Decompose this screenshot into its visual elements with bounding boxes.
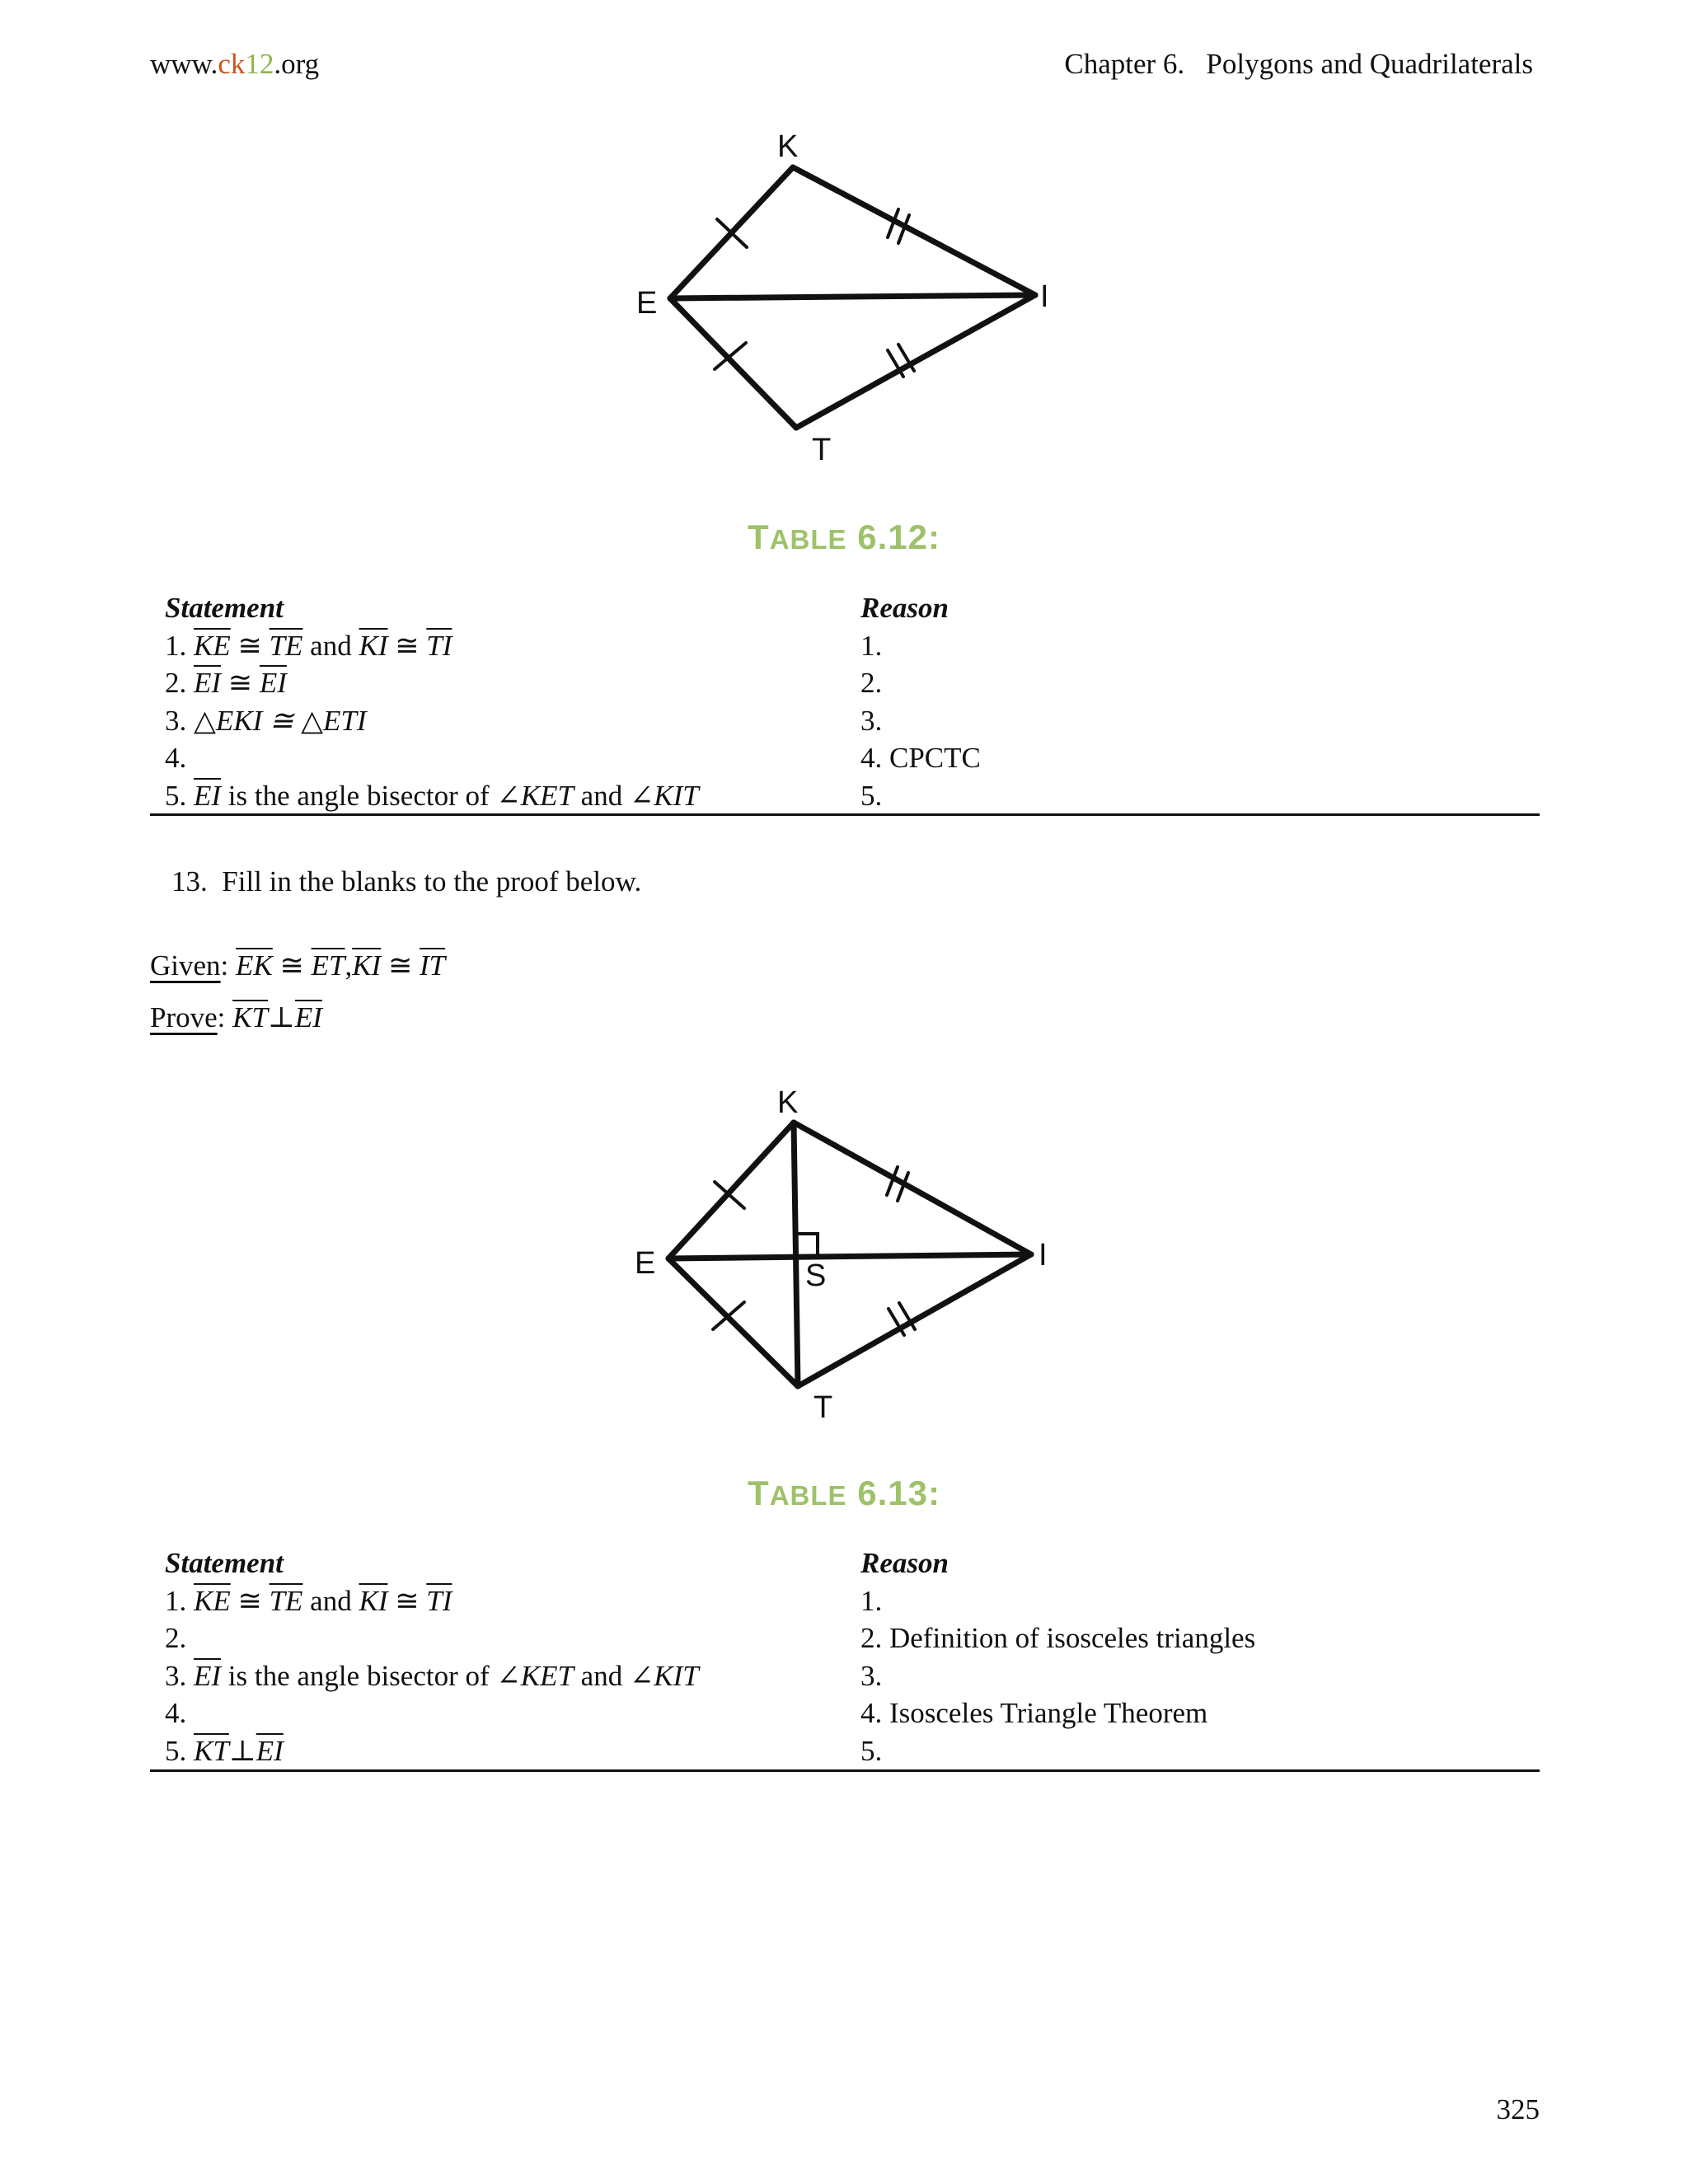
segment-ti [798, 1254, 1031, 1386]
label-t: T [812, 433, 832, 467]
chapter-title: Chapter 6. Polygons and Quadrilaterals [1064, 48, 1533, 80]
table-row: 1. $\overline{KE}$ ≅ $\overline{TE}$ and $\overline{KI}$ ≅ $\overline{TI}$ 1. [165, 1584, 883, 1617]
table-6-13-bottom-rule [150, 1769, 1540, 1772]
segment-ki [794, 1122, 1031, 1254]
right-angle-mark [798, 1234, 818, 1254]
table-6-12-bottom-rule [150, 813, 1540, 816]
segment-ti [796, 295, 1035, 428]
table-row: 4. 4. CPCTC [165, 742, 981, 774]
prove-label: Prove [150, 1001, 218, 1033]
label-i: I [1039, 1238, 1048, 1272]
table-row: 2. 2. Definition of isosceles triangles [165, 1622, 1256, 1654]
label-e: E [636, 286, 658, 321]
table-header-row: Statement Reason [165, 592, 949, 624]
table-6-12 [150, 589, 1540, 814]
table-row: 5. $\overline{KT}\perp\overline{EI}$ 5. [165, 1734, 883, 1767]
table-row: 3. △EKI ≅ △ETI 3. [165, 704, 883, 737]
table-6-13 [150, 1544, 1540, 1769]
page-number: 325 [1496, 2093, 1540, 2125]
given-line: Given: $\overline{EK}$ ≅ $\overline{ET},\overline{KI}$ ≅ $\overline{IT}$ [150, 949, 446, 982]
label-e: E [635, 1246, 656, 1281]
prove-line: Prove: $\overline{KT}\perp\overline{EI}$ [150, 1001, 322, 1033]
kite-figure-1 [610, 124, 1071, 470]
segment-ei [670, 295, 1035, 298]
label-s: S [805, 1258, 827, 1293]
table-row: 5. $\overline{EI}$ is the angle bisector of ∠KET and ∠KIT 5. [165, 779, 883, 812]
label-k: K [777, 1085, 799, 1120]
table-row: 2. $\overline{EI}$ ≅ $\overline{EI}$ 2. [165, 667, 883, 699]
segment-kt [794, 1122, 798, 1386]
segment-ki [793, 167, 1035, 295]
label-i: I [1040, 279, 1049, 314]
kite-figure-2 [610, 1080, 1071, 1426]
table-row: 1. $\overline{KE}$ ≅ $\overline{TE}$ and $\overline{KI}$ ≅ $\overline{TI}$ 1. [165, 629, 883, 662]
label-t: T [814, 1390, 833, 1425]
segment-ke [668, 1122, 794, 1258]
segment-et [668, 1258, 798, 1386]
table-row: 3. $\overline{EI}$ is the angle bisector of ∠KET and ∠KIT 3. [165, 1659, 883, 1692]
table-6-12-title: TABLE 6.12: [748, 518, 940, 556]
table-header-row: Statement Reason [165, 1547, 949, 1579]
site-url: www.ck12.org [150, 48, 320, 80]
segment-et [670, 298, 796, 428]
table-6-13-title: TABLE 6.13: [748, 1474, 940, 1512]
given-label: Given [150, 949, 221, 982]
table-row: 4. 4. Isosceles Triangle Theorem [165, 1697, 1208, 1729]
segment-ei [668, 1254, 1031, 1258]
question-13-prompt: 13. Fill in the blanks to the proof below. [171, 865, 642, 898]
label-k: K [777, 129, 799, 164]
